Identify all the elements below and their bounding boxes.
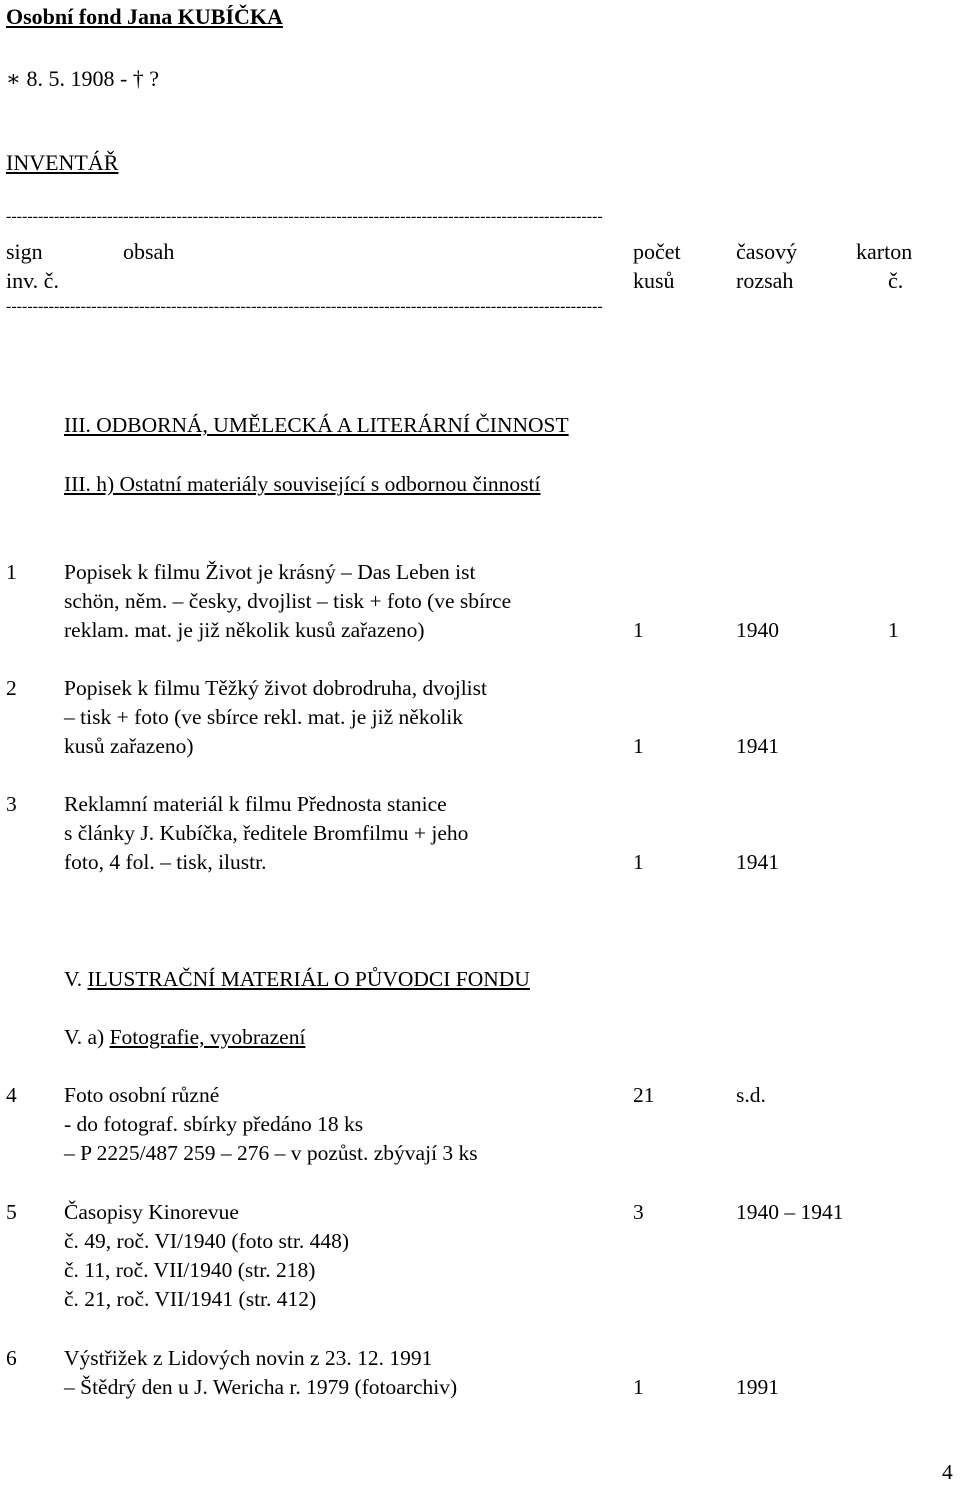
item-description: [64, 674, 487, 761]
item-description: [64, 558, 511, 645]
item-line: Časopisy Kinorevue: [64, 1200, 239, 1224]
item-number: 1: [6, 560, 17, 584]
col-obsah: obsah: [123, 239, 175, 264]
item-line: schön, něm. – česky, dvojlist – tisk + foto (ve sbírce: [64, 589, 512, 613]
item-line: – tisk + foto (ve sbírce rekl. mat. je již několik: [64, 705, 464, 729]
item-number: 2: [6, 676, 17, 700]
document-title: Osobní fond Jana KUBÍČKA: [6, 4, 283, 29]
section-prefix: III. h): [64, 472, 120, 496]
section-prefix: V. a): [64, 1025, 110, 1049]
item-number: 4: [6, 1083, 17, 1107]
item-count: 3: [633, 1200, 644, 1224]
item-count: 1: [633, 1375, 644, 1399]
section-heading-3: III. ODBORNÁ, UMĚLECKÁ A LITERÁRNÍ ČINNOST: [64, 413, 569, 437]
item-count: 1: [633, 618, 644, 642]
item-line: Výstřižek z Lidových novin z 23. 12. 1991: [64, 1346, 433, 1370]
section-title: Fotografie, vyobrazení: [109, 1025, 306, 1049]
item-line: č. 21, roč. VII/1941 (str. 412): [64, 1287, 317, 1311]
item-line: Reklamní materiál k filmu Přednosta stanice: [64, 792, 447, 816]
item-range: 1941: [736, 734, 779, 758]
col-casovy: časový: [736, 239, 798, 264]
item-count: 21: [633, 1083, 655, 1107]
col-sign: sign: [6, 239, 43, 264]
item-line: č. 11, roč. VII/1940 (str. 218): [64, 1258, 316, 1282]
item-range: 1991: [736, 1375, 779, 1399]
item-number: 3: [6, 792, 17, 816]
item-box: 1: [888, 618, 899, 642]
life-dates: ∗ 8. 5. 1908 - † ?: [6, 66, 160, 91]
item-line: - do fotograf. sbírky předáno 18 ks: [64, 1112, 364, 1136]
item-line: s články J. Kubíčka, ředitele Bromfilmu + jeho: [64, 821, 469, 845]
col-kusu: kusů: [633, 268, 675, 293]
col-pocet: počet: [633, 239, 681, 264]
section-prefix: V.: [64, 967, 88, 991]
item-range: s.d.: [736, 1083, 766, 1107]
item-line: Foto osobní různé: [64, 1083, 220, 1107]
divider-bottom: ----------------------------------------------------------------------------------------------------------------: [6, 298, 603, 315]
item-line: č. 49, roč. VI/1940 (foto str. 448): [64, 1229, 350, 1253]
item-count: 1: [633, 734, 644, 758]
section-title: Ostatní materiály související s odbornou činností: [119, 472, 541, 496]
section-title: ILUSTRAČNÍ MATERIÁL O PŮVODCI FONDU: [87, 967, 530, 991]
item-line: kusů zařazeno): [64, 734, 194, 758]
section-heading-5a: [64, 1023, 305, 1052]
item-line: foto, 4 fol. – tisk, ilustr.: [64, 850, 267, 874]
item-line: Popisek k filmu Život je krásný – Das Leben ist: [64, 560, 476, 584]
item-line: Popisek k filmu Těžký život dobrodruha, dvojlist: [64, 676, 487, 700]
section-heading-3h: [64, 470, 541, 499]
item-number: 6: [6, 1346, 17, 1370]
item-description: [64, 790, 468, 877]
item-description: [64, 1344, 457, 1402]
col-c: č.: [888, 268, 904, 293]
inventory-heading: INVENTÁŘ: [6, 150, 119, 175]
item-range: 1940 – 1941: [736, 1200, 844, 1224]
item-description: [64, 1081, 478, 1168]
item-line: – Štědrý den u J. Wericha r. 1979 (fotoarchiv): [64, 1375, 458, 1399]
item-line: – P 2225/487 259 – 276 – v pozůst. zbývají 3 ks: [64, 1141, 478, 1165]
item-line: reklam. mat. je již několik kusů zařazeno): [64, 618, 425, 642]
divider-top: ----------------------------------------------------------------------------------------------------------------: [6, 208, 603, 225]
item-range: 1941: [736, 850, 779, 874]
col-karton: karton: [856, 239, 913, 264]
item-count: 1: [633, 850, 644, 874]
col-inv: inv. č.: [6, 268, 59, 293]
item-range: 1940: [736, 618, 779, 642]
item-number: 5: [6, 1200, 17, 1224]
col-rozsah: rozsah: [736, 268, 794, 293]
item-description: [64, 1198, 349, 1314]
page-number: 4: [942, 1460, 953, 1484]
section-heading-5: [64, 965, 530, 994]
